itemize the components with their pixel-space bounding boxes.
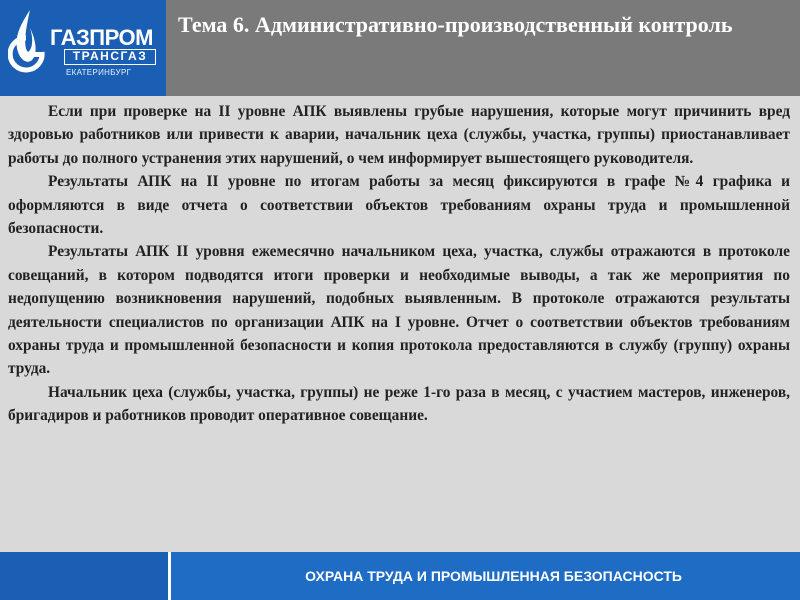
logo-caption: ЕКАТЕРИНБУРГ	[66, 68, 132, 77]
paragraph: Если при проверке на II уровне АПК выявлены грубые нарушения, которые могут причинить вред здоровью работников или привести к аварии, начальник цеха (службы, участка, группы) приостанавливает работы до полного устранения этих нарушений, о чем информирует вышестоящего руководителя.	[8, 103, 790, 167]
paragraph: Начальник цеха (службы, участка, группы) не реже 1-го раза в месяц, с участием мастеров, инженеров, бригадиров и работников проводит оперативное совещание.	[8, 383, 790, 425]
flame-icon	[8, 8, 50, 88]
paragraph: Результаты АПК II уровня ежемесячно начальником цеха, участка, службы отражаются в протоколе совещаний, в котором подводятся итоги проверки и необходимые выводы, а так же мероприятия по недопущению возникновения нарушений, подобных выявленным. В протоколе отражаются результаты деятельности специалистов по организации АПК на I уровне. Отчет о соответствии объектов требованиям охраны труда и промышленной безопасности и копия протокола предоставляются в службу (группу) охраны труда.	[8, 243, 790, 378]
footer-left-block	[0, 552, 168, 600]
company-logo	[0, 0, 166, 96]
footer-bar	[171, 552, 800, 600]
paragraph: Результаты АПК на II уровне по итогам работы за месяц фиксируются в графе №4 графика и оформляются в виде отчета о соответствии объектов требованиям охраны труда и промышленной безопасности.	[8, 173, 790, 238]
slide-body	[8, 100, 790, 428]
footer-text: ОХРАНА ТРУДА И ПРОМЫШЛЕННАЯ БЕЗОПАСНОСТЬ	[305, 568, 682, 584]
logo-subname: ТРАНСГАЗ	[64, 49, 156, 65]
logo-name: ГАЗПРОМ	[50, 25, 153, 50]
slide-title: Тема 6. Административно-производственный контроль	[178, 12, 733, 37]
slide-header	[166, 0, 800, 96]
